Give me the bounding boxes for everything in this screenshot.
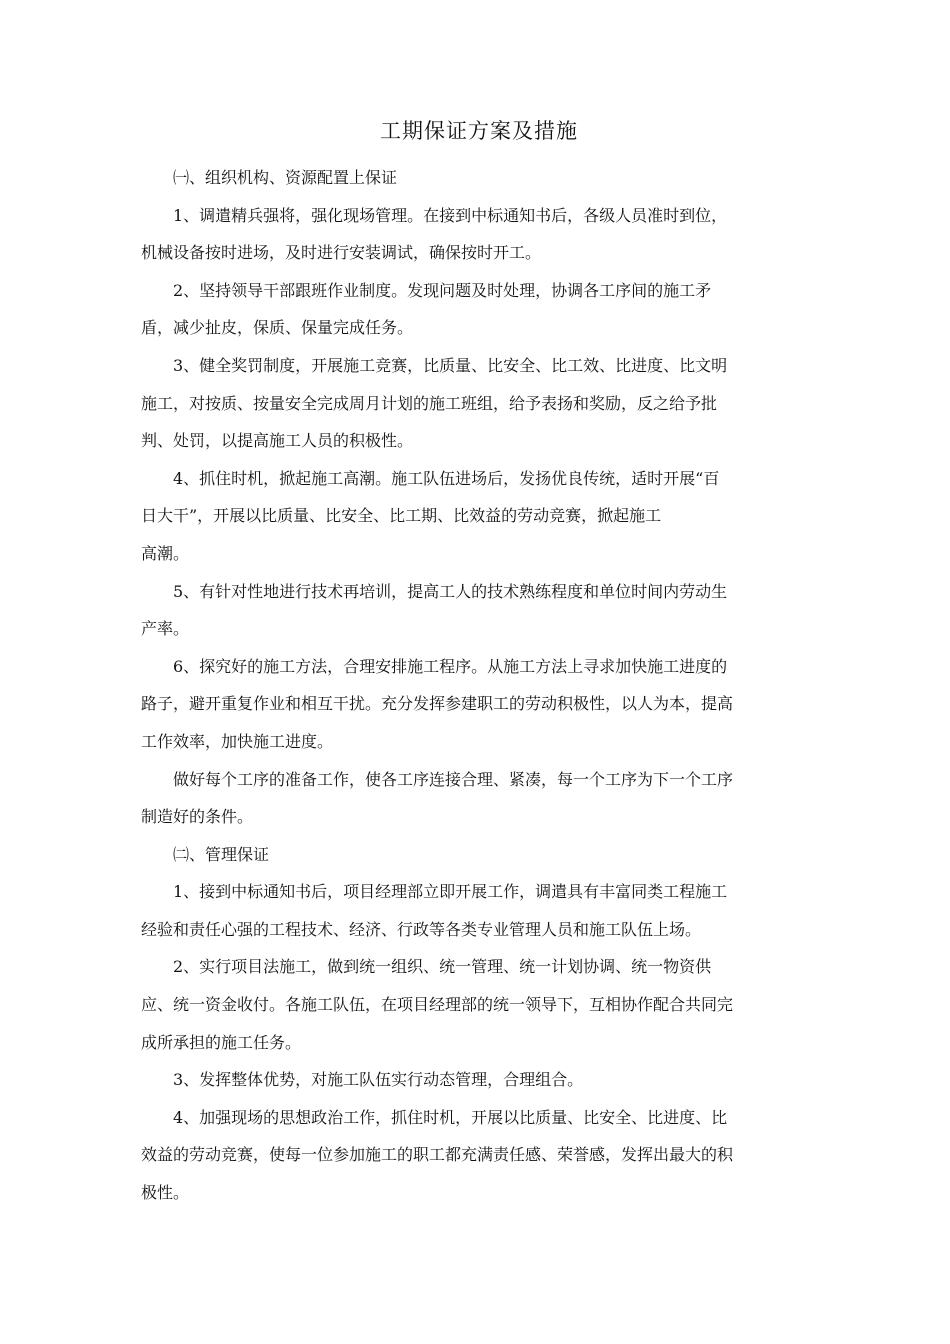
paragraph bbox=[141, 761, 817, 836]
paragraph bbox=[141, 1099, 817, 1212]
paragraph bbox=[141, 648, 817, 761]
section-heading: ㈠、组织机构、资源配置上保证 bbox=[173, 168, 398, 187]
paragraph-line: 施工，对按质、按量安全完成周月计划的施工班组，给予表扬和奖励，反之给予批 bbox=[141, 393, 718, 413]
paragraph bbox=[141, 873, 817, 948]
paragraph-line: 2、坚持领导干部跟班作业制度。发现问题及时处理，协调各工序间的施工矛 bbox=[173, 280, 712, 300]
paragraph-line: 高潮。 bbox=[141, 543, 190, 563]
paragraph-line: 1、接到中标通知书后，项目经理部立即开展工作，调遣具有丰富同类工程施工 bbox=[173, 882, 728, 902]
paragraph-line: 机械设备按时进场，及时进行安装调试，确保按时开工。 bbox=[141, 243, 542, 263]
paragraph-line: 做好每个工序的准备工作，使各工序连接合理、紧凑，每一个工序为下一个工序 bbox=[173, 769, 734, 789]
paragraph-line: 产率。 bbox=[141, 619, 190, 639]
paragraph-line: 5、有针对性地进行技术再培训，提高工人的技术熟练程度和单位时间内劳动生 bbox=[173, 581, 728, 601]
paragraph-line: 2、实行项目法施工，做到统一组织、统一管理、统一计划协调、统一物资供 bbox=[173, 957, 712, 977]
paragraph bbox=[141, 272, 817, 347]
paragraph-line: 3、发挥整体优势，对施工队伍实行动态管理，合理组合。 bbox=[173, 1070, 584, 1090]
paragraph-line: 1、调遣精兵强将，强化现场管理。在接到中标通知书后，各级人员准时到位， bbox=[173, 205, 728, 225]
paragraph bbox=[141, 573, 817, 648]
paragraph-line: 3、健全奖罚制度，开展施工竞赛，比质量、比安全、比工效、比进度、比文明 bbox=[173, 355, 728, 375]
paragraph-line: 制造好的条件。 bbox=[141, 807, 254, 827]
paragraph bbox=[141, 1061, 817, 1099]
paragraph-line: 极性。 bbox=[141, 1183, 190, 1203]
document-title: 工期保证方案及措施 bbox=[380, 119, 578, 143]
paragraph-line: 效益的劳动竞赛，使每一位参加施工的职工都充满责任感、荣誉感，发挥出最大的积 bbox=[141, 1145, 734, 1165]
paragraph-line: 4、加强现场的思想政治工作，抓住时机，开展以比质量、比安全、比进度、比 bbox=[173, 1107, 728, 1127]
paragraph-line: 应、统一资金收付。各施工队伍，在项目经理部的统一领导下，互相协作配合共同完 bbox=[141, 995, 734, 1015]
paragraph-line: 盾，减少扯皮，保质、保量完成任务。 bbox=[141, 318, 414, 338]
paragraph-line: 路子，避开重复作业和相互干扰。充分发挥参建职工的劳动积极性，以人为本，提高 bbox=[141, 694, 734, 714]
section-heading: ㈡、管理保证 bbox=[173, 844, 270, 864]
paragraph bbox=[141, 948, 817, 1061]
paragraph bbox=[141, 460, 817, 573]
document-body bbox=[141, 159, 817, 1212]
paragraph bbox=[141, 197, 817, 272]
paragraph-line: 4、抓住时机，掀起施工高潮。施工队伍进场后，发扬优良传统，适时开展“百 bbox=[173, 468, 720, 488]
paragraph-line: 6、探究好的施工方法，合理安排施工程序。从施工方法上寻求加快施工进度的 bbox=[173, 656, 728, 676]
paragraph-line: 判、处罚，以提高施工人员的积极性。 bbox=[141, 431, 414, 451]
paragraph-line: 工作效率，加快施工进度。 bbox=[141, 731, 334, 751]
paragraph-line: 经验和责任心强的工程技术、经济、行政等各类专业管理人员和施工队伍上场。 bbox=[141, 919, 702, 939]
paragraph-line: 成所承担的施工任务。 bbox=[141, 1032, 302, 1052]
paragraph-line: 日大干”，开展以比质量、比安全、比工期、比效益的劳动竞赛，掀起施工 bbox=[141, 506, 662, 526]
paragraph bbox=[141, 347, 817, 460]
